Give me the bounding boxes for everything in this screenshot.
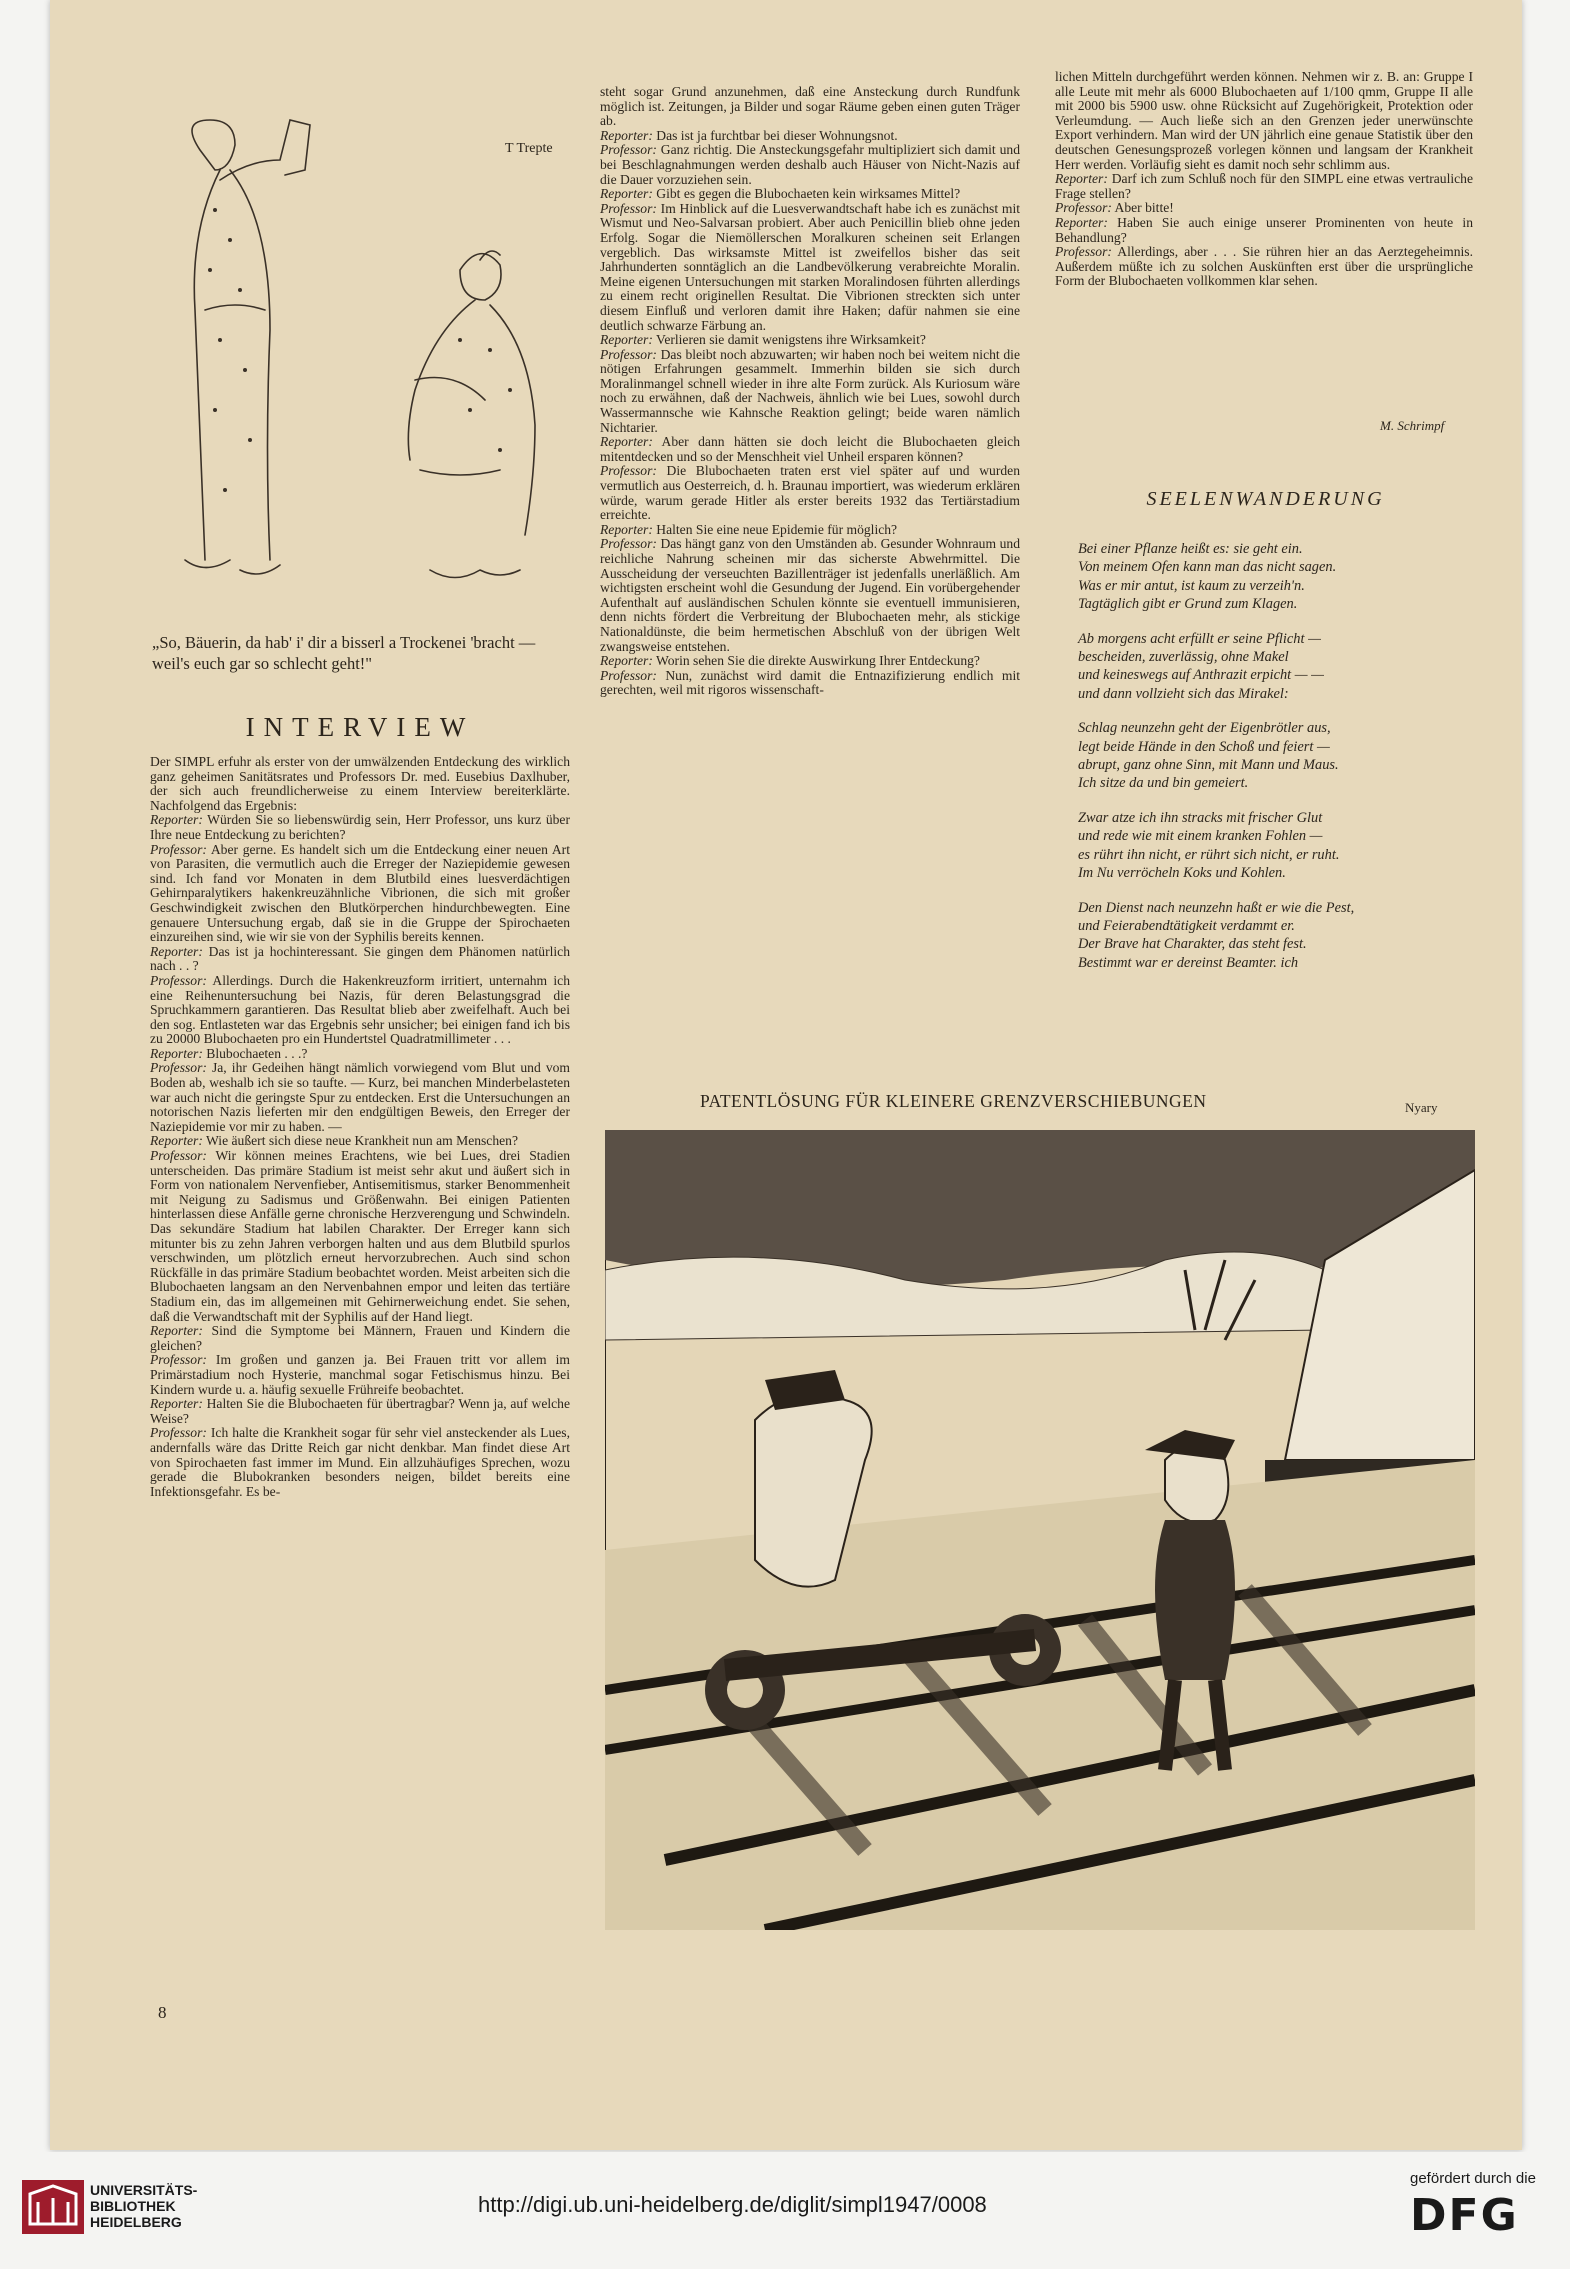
poem-line: abrupt, ganz ohne Sinn, mit Mann und Maus. [1078,757,1339,774]
speaker-label: Reporter: [600,127,653,143]
interview-paragraph [1055,70,1473,172]
poem-line: bescheiden, zuverlässig, ohne Makel [1078,649,1289,666]
paragraph-text: Darf ich zum Schluß noch für den SIMPL eine etwas vertrauliche Frage stellen? [1055,171,1473,201]
cartoon-caption: „So, Bäuerin, da hab' i' dir a bisserl a Trockenei 'bracht — weil's euch gar so schlecht geht!" [152,633,536,673]
library-name-line-2: BIBLIOTHEK [90,2198,176,2214]
sketch-cartoon [160,110,560,620]
dfg-logo-text: DFG [1410,2190,1519,2241]
poem-line: und keineswegs auf Anthrazit erpicht — — [1078,667,1324,684]
speaker-label: Reporter: [1055,214,1108,230]
interview-paragraph [150,974,570,1047]
interview-paragraph [600,537,1020,654]
speaker-label: Professor: [150,841,207,857]
paragraph-text: Halten Sie die Blubochaeten für übertragbar? Wenn ja, auf welche Weise? [150,1396,570,1426]
interview-paragraph [600,435,1020,464]
interview-paragraph [600,654,1020,669]
poem-line: es rührt ihn nicht, er rührt sich nicht, er ruht. [1078,846,1340,863]
poem-line: Den Dienst nach neunzehn haßt er wie die Pest, [1078,899,1355,916]
interview-paragraph [600,85,1020,129]
paragraph-text: Der SIMPL erfuhr als erster von der umwälzenden Entdeckung des wirklich ganz geheimen Sanitätsrates und Professors Dr. med. Eusebius Daxlhuber, der sich auch freundlicherweise zu einem Interview bereiterklärte. Nachfolgend das Ergebnis: [150,754,570,813]
speaker-label: Reporter: [150,812,203,828]
interview-paragraph [150,1324,570,1353]
poem-line: Der Brave hat Charakter, das steht fest. [1078,936,1307,953]
paragraph-text: Gibt es gegen die Blubochaeten kein wirksames Mittel? [652,186,961,202]
paragraph-text: Ja, ihr Gedeihen hängt nämlich vorwiegend vom Blut und vom Boden ab, weshalb ich sie so taufte. — Kurz, bei manchen Minderbelasteten war auch nicht die geringste Spur zu entdecken. Erst die Untersuchungen an notorischen Nazis lieferten mir den endgültigen Beweis, den Erreger der Naziepidemie vor mir zu haben. — [150,1060,570,1134]
page-number: 8 [158,2003,167,2022]
interview-column-3 [1055,70,1473,289]
interview-paragraph [600,348,1020,436]
poem-stanza [1078,719,1473,793]
interview-paragraph [150,1426,570,1499]
speaker-label: Professor: [600,667,657,683]
interview-paragraph [150,1397,570,1426]
author-signature: M. Schrimpf [1380,418,1445,433]
paragraph-text: Aber dann hätten sie doch leicht die Blubochaeten gleich mitentdecken und so der Menschheit viel Unheil ersparen können? [600,434,1020,464]
poem-line: Ich sitze da und bin gemeiert. [1078,775,1249,792]
paragraph-text: Verlieren sie damit wenigstens ihre Wirksamkeit? [652,332,926,348]
speaker-label: Professor: [1055,244,1112,260]
speaker-label: Reporter: [150,943,203,959]
library-name-line-3: HEIDELBERG [90,2214,182,2230]
paragraph-text: Blubochaeten . . .? [202,1045,308,1061]
poem-line: Tagtäglich gibt er Grund zum Klagen. [1078,596,1298,613]
interview-paragraph [150,755,570,813]
dfg-logo [1410,2190,1550,2241]
speaker-label: Professor: [600,346,657,362]
poem-stanza [1078,809,1473,883]
interview-paragraph [150,945,570,974]
paragraph-text: Allerdings, aber . . . Sie rühren hier an das Aerztegeheimnis. Außerdem müßte ich zu solchen Auskünften erst über die ursprüngliche Form der Blubochaeten vollkommen klar sehen. [1055,244,1473,289]
speaker-label: Reporter: [150,1133,203,1149]
poem-line: Von meinem Ofen kann man das nicht sagen. [1078,559,1337,576]
paragraph-text: Wir können meines Erachtens, wie bei Lues, drei Stadien unterscheiden. Das primäre Stadium ist meist sehr akut und äußert sich in Form von nationalem Nervenfieber, Antisemitismus, starker Benommenheit mit Neigung zu Sadismus und Größenwahn. Bei einigen Patienten hinterlassen diese Anfälle gerne chronische Herzverengung und Schwindeln. Das sekundäre Stadium hat labilen Charakter. Der Erreger kann sich mitunter bis zu zehn Jahren verborgen halten und aus dem Blutbild spurlos verschwinden, um plötzlich erneut hervorzubrechen. Auch sind schon Rückfälle in das primäre Stadium beobachtet worden. Meist arbeiten sich die Blubochaeten langsam an den Nervenbahnen empor und leiten das tertiäre Stadium ein, das im allgemeinen mit Gehirnerweichung endet. Sie sehen, daß die Verwandtschaft mit der Syphilis auf der Hand liegt. [150,1148,570,1324]
interview-column-2 [600,85,1020,698]
interview-paragraph [1055,172,1473,201]
paragraph-text: Halten Sie eine neue Epidemie für möglich? [652,521,898,537]
poem-stanza [1078,630,1473,704]
speaker-label: Reporter: [150,1045,203,1061]
poem-heading: SEELENWANDERUNG [1146,488,1385,510]
paragraph-text: Ganz richtig. Die Ansteckungsgefahr multipliziert sich damit und bei Beschlagnahmungen werden deshalb auch Häuser von Nicht-Nazis auf die Dauer vorzuziehen sein. [600,142,1020,187]
speaker-label: Professor: [600,536,657,552]
paragraph-text: Sind die Symptome bei Männern, Frauen und Kindern die gleichen? [150,1323,570,1353]
interview-paragraph [600,187,1020,202]
speaker-label: Reporter: [150,1323,203,1339]
paragraph-text: Haben Sie auch einige unserer Prominenten von heute in Behandlung? [1055,214,1473,245]
paragraph-text: Das ist ja hochinteressant. Sie gingen dem Phänomen natürlich nach . . ? [150,943,570,974]
library-name-line-1: UNIVERSITÄTS- [90,2182,198,2198]
poem-line: und rede wie mit einem kranken Fohlen — [1078,828,1323,845]
poem-line: Was er mir antut, ist kaum zu verzeih'n. [1078,577,1305,594]
artist-credit-trepte: T Trepte [505,141,553,156]
poem-line: legt beide Hände in den Schoß und feiert — [1078,738,1330,755]
interview-paragraph [600,202,1020,333]
interview-paragraph [600,143,1020,187]
artist-credit-nyary: Nyary [1405,1100,1438,1115]
interview-paragraph [1055,245,1473,289]
interview-paragraph [150,813,570,842]
interview-paragraph [150,1353,570,1397]
poem-line: und Feierabendtätigkeit verdammt er. [1078,917,1295,934]
poem-line: Zwar atze ich ihn stracks mit frischer Glut [1078,809,1323,826]
interview-column-1 [150,755,570,1499]
poem-line: Bestimmt war er dereinst Beamter. ich [1078,954,1299,971]
paragraph-text: steht sogar Grund anzunehmen, daß eine Ansteckung durch Rundfunk möglich ist. Zeitungen, ja Bilder und sogar Räume geben einen guten Träger ab. [600,84,1020,129]
paragraph-text: Worin sehen Sie die direkte Auswirkung Ihrer Entdeckung? [652,653,980,669]
interview-paragraph [150,1134,570,1149]
poem-stanza [1078,899,1473,973]
interview-paragraph [1055,216,1473,245]
poem-body [1078,540,1473,988]
speaker-label: Reporter: [1055,171,1108,187]
university-logo-icon [22,2180,84,2234]
interview-paragraph [150,1047,570,1062]
interview-paragraph [600,523,1020,538]
paragraph-text: Das ist ja furchtbar bei dieser Wohnungsnot. [652,127,898,143]
speaker-label: Reporter: [600,186,653,202]
speaker-label: Professor: [150,1352,207,1368]
paragraph-text: Das hängt ganz von den Umständen ab. Gesunder Wohnraum und reichliche Nahrung scheinen mir das sicherste Abwehrmittel. Die Ausscheidung der verseuchten Bazillenträger ist jedenfalls unerläßlich. Am wichtigsten erscheint wohl die Gesundung der Jugend. Ein vorübergehender Aufenthalt auf ausländischen Schulen könnte sie eventuell immunisieren, denn nichts fördert die Verbreitung der Blubochaeten mehr, als stickige Nationaldünste, die beim hermetischen Abschluß von der übrigen Welt zwangsweise entstehen. [600,536,1020,654]
paragraph-text: Allerdings. Durch die Hakenkreuzform irritiert, unternahm ich eine Reihenuntersuchung bei Nazis, für deren Belastungsgrad die Spruchkammern garantieren. Das Resultat blieb aber zweifelhaft. Auch bei den sog. Entlasteten war das Ergebnis sehr unsicher; bei einigen fand ich bis zu 20000 Blubochaeten pro ein Hundertstel Quadratmillimeter . . . [150,972,570,1047]
speaker-label: Professor: [150,1148,207,1164]
paragraph-text: Wie äußert sich diese neue Krankheit nun am Menschen? [202,1133,519,1149]
speaker-label: Reporter: [600,653,653,669]
interview-paragraph [150,1061,570,1134]
poem-line: Ab morgens acht erfüllt er seine Pflicht — [1078,630,1321,647]
speaker-label: Reporter: [600,521,653,537]
speaker-label: Professor: [600,463,657,479]
cartoon-heading: PATENTLÖSUNG FÜR KLEINERE GRENZVERSCHIEBUNGEN [700,1091,1207,1111]
speaker-label: Professor: [1055,200,1112,216]
paragraph-text: Im großen und ganzen ja. Bei Frauen tritt vor allem im Primärstadium noch Hysterie, manchmal sogar Fetischismus hinzu. Bei Kindern wurde u. a. häufig sexuelle Frühreife beobachtet. [150,1352,570,1397]
paragraph-text: lichen Mitteln durchgeführt werden können. Nehmen wir z. B. an: Gruppe I alle Leute mit mehr als 6000 Blubochaeten auf 1/100 qmm, Gruppe II alle mit 2000 bis 5900 usw. ohne Rücksicht auf Zugehörigkeit, Protektion oder Verleumdung. — Auch ließe sich an den Grenzen jeder unerwünschte Export verhindern. Man wird der UN jährlich eine genaue Statistik über den deutschen Genesungsprozeß vorlegen können und langsam der Krankheit Herr werden. Vorläufig sieht es damit noch sehr schlimm aus. [1055,69,1473,172]
speaker-label: Reporter: [150,1396,203,1412]
speaker-label: Professor: [150,1060,207,1076]
paragraph-text: Aber gerne. Es handelt sich um die Entdeckung einer neuen Art von Parasiten, die vermutlich auch die Erreger der Naziepidemie gewesen sind. Ich fand vor Monaten in dem Blutbild eines luesverdächtigen Gehirnparalytikers hakenkreuzähnliche Vibrionen, die sich mit großer Geschwindigkeit zwischen den Blutkörperchen hindurchbewegten. Eine genauere Untersuchung ergab, daß sie in die Gruppe der Spirochaeten einzureihen sind, wie wir sie von der Syphilis bereits kennen. [150,841,570,945]
interview-paragraph [150,1149,570,1324]
speaker-label: Professor: [150,1425,207,1441]
document-url-link[interactable]: http://digi.ub.uni-heidelberg.de/diglit/simpl1947/0008 [478,2192,987,2217]
paragraph-text: Ich halte die Krankheit sogar für sehr viel ansteckender als Lues, andernfalls wäre das Dritte Reich gar nicht denkbar. Man findet diese Art von Spirochaeten fast immer im Mund. Ein allzuhäufiges Sprechen, wozu gerade die Blubokranken besonders neigen, bildet bereits eine Infektionsgefahr. Es be- [150,1425,570,1499]
speaker-label: Reporter: [600,434,653,450]
interview-paragraph [600,333,1020,348]
interview-paragraph [600,464,1020,522]
poem-line: Bei einer Pflanze heißt es: sie geht ein. [1078,541,1303,557]
interview-paragraph [600,669,1020,698]
speaker-label: Reporter: [600,332,653,348]
interview-paragraph [600,129,1020,144]
paragraph-text: Im Hinblick auf die Luesverwandtschaft habe ich es zunächst mit Wismut und Neo-Salvarsan probiert. Aber auch Penicillin blieb ohne jeden Erfolg. Sogar die Niemöllerschen Moralkuren scheinen seit Erlangen vergeblich. Das wirksamste Mittel ist zweifellos bisher das seit Jahrhunderten sonntäglich an die Landbevölkerung verabreichte Moralin. Meine eigenen Untersuchungen mit starken Moralindosen führten allerdings zu einem recht originellen Resultat. Die Vibrionen streckten sich unter diesem Einfluß und verloren damit ihre Haken; dafür nahmen sie eine deutlich schwarze Färbung an. [600,200,1020,333]
interview-paragraph [150,843,570,945]
speaker-label: Professor: [600,200,657,216]
paragraph-text: Aber bitte! [1111,200,1174,216]
railway-cartoon [605,1130,1475,1930]
paragraph-text: Das bleibt noch abzuwarten; wir haben noch bei weitem nicht die nötigen Erfahrungen gesammelt. Immerhin bilden sie sich durch Moralinmangel schnell wieder in ihre alte Form zurück. Als Kuriosum wäre noch zu erwähnen, daß der Nachweis, ähnlich wie bei Lues, sowohl durch Wassermannsche wie Kahnsche Reaktion gelingt; beide waren nämlich Nichtarier. [600,346,1020,435]
poem-line: Im Nu verröcheln Koks und Kohlen. [1078,865,1286,882]
funded-by-label: gefördert durch die [1410,2170,1536,2187]
poem-stanza [1078,540,1473,614]
paragraph-text: Die Blubochaeten traten erst viel später auf und wurden vermutlich aus Oesterreich, d. h. Braunau importiert, was wiederum erklären würde, warum gerade Hitler als erster bereits 1932 das Tertiärstadium erreichte. [600,463,1020,523]
speaker-label: Professor: [150,972,207,988]
poem-line: und dann vollzieht sich das Mirakel: [1078,685,1289,702]
paragraph-text: Würden Sie so liebenswürdig sein, Herr Professor, uns kurz über Ihre neue Entdeckung zu berichten? [150,812,570,842]
paragraph-text: Nun, zunächst wird damit die Entnazifizierung endlich mit gerechten, weil mit rigoros wissenschaft- [600,667,1020,698]
library-name [90,2182,197,2230]
speaker-label: Professor: [600,142,657,158]
interview-heading: INTERVIEW [245,712,475,742]
interview-paragraph [1055,201,1473,216]
poem-line: Schlag neunzehn geht der Eigenbrötler aus, [1078,720,1331,737]
